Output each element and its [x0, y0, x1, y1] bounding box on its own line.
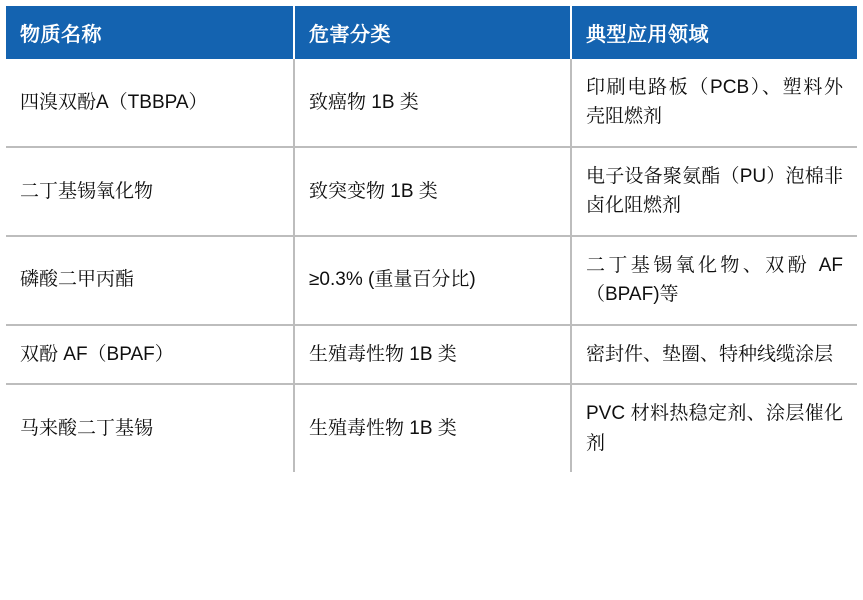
- table-header: [6, 6, 857, 59]
- table-row: [6, 325, 857, 384]
- table-header-row: [6, 6, 857, 59]
- table-row: [6, 59, 857, 147]
- cell-substance-name: 四溴双酚A（TBBPA）: [6, 59, 294, 147]
- cell-hazard-class: 致癌物 1B 类: [294, 59, 571, 147]
- cell-substance-name: 磷酸二甲丙酯: [6, 236, 294, 325]
- column-header-substance-name: 物质名称: [6, 6, 294, 59]
- cell-hazard-class: 生殖毒性物 1B 类: [294, 325, 571, 384]
- cell-substance-name: 马来酸二丁基锡: [6, 384, 294, 472]
- column-header-typical-application: 典型应用领域: [571, 6, 857, 59]
- cell-substance-name: 二丁基锡氧化物: [6, 147, 294, 236]
- cell-typical-application: 二丁基锡氧化物、双酚 AF（BPAF)等: [571, 236, 857, 325]
- column-header-hazard-class: 危害分类: [294, 6, 571, 59]
- table-row: [6, 384, 857, 472]
- cell-typical-application: 印刷电路板（PCB）、塑料外壳阻燃剂: [571, 59, 857, 147]
- cell-hazard-class: 致突变物 1B 类: [294, 147, 571, 236]
- table-row: [6, 236, 857, 325]
- cell-typical-application: PVC 材料热稳定剂、涂层催化剂: [586, 403, 843, 454]
- table-body: [6, 59, 857, 472]
- cell-hazard-class: 生殖毒性物 1B 类: [294, 384, 571, 472]
- cell-typical-application: 电子设备聚氨酯（PU）泡棉非卤化阻燃剂: [571, 147, 857, 236]
- cell-substance-name: 双酚 AF（BPAF）: [6, 325, 294, 384]
- table-row: [6, 147, 857, 236]
- cell-hazard-class: ≥0.3% (重量百分比): [294, 236, 571, 325]
- substance-table: [6, 6, 857, 472]
- cell-typical-application: 密封件、垫圈、特种线缆涂层: [571, 325, 857, 384]
